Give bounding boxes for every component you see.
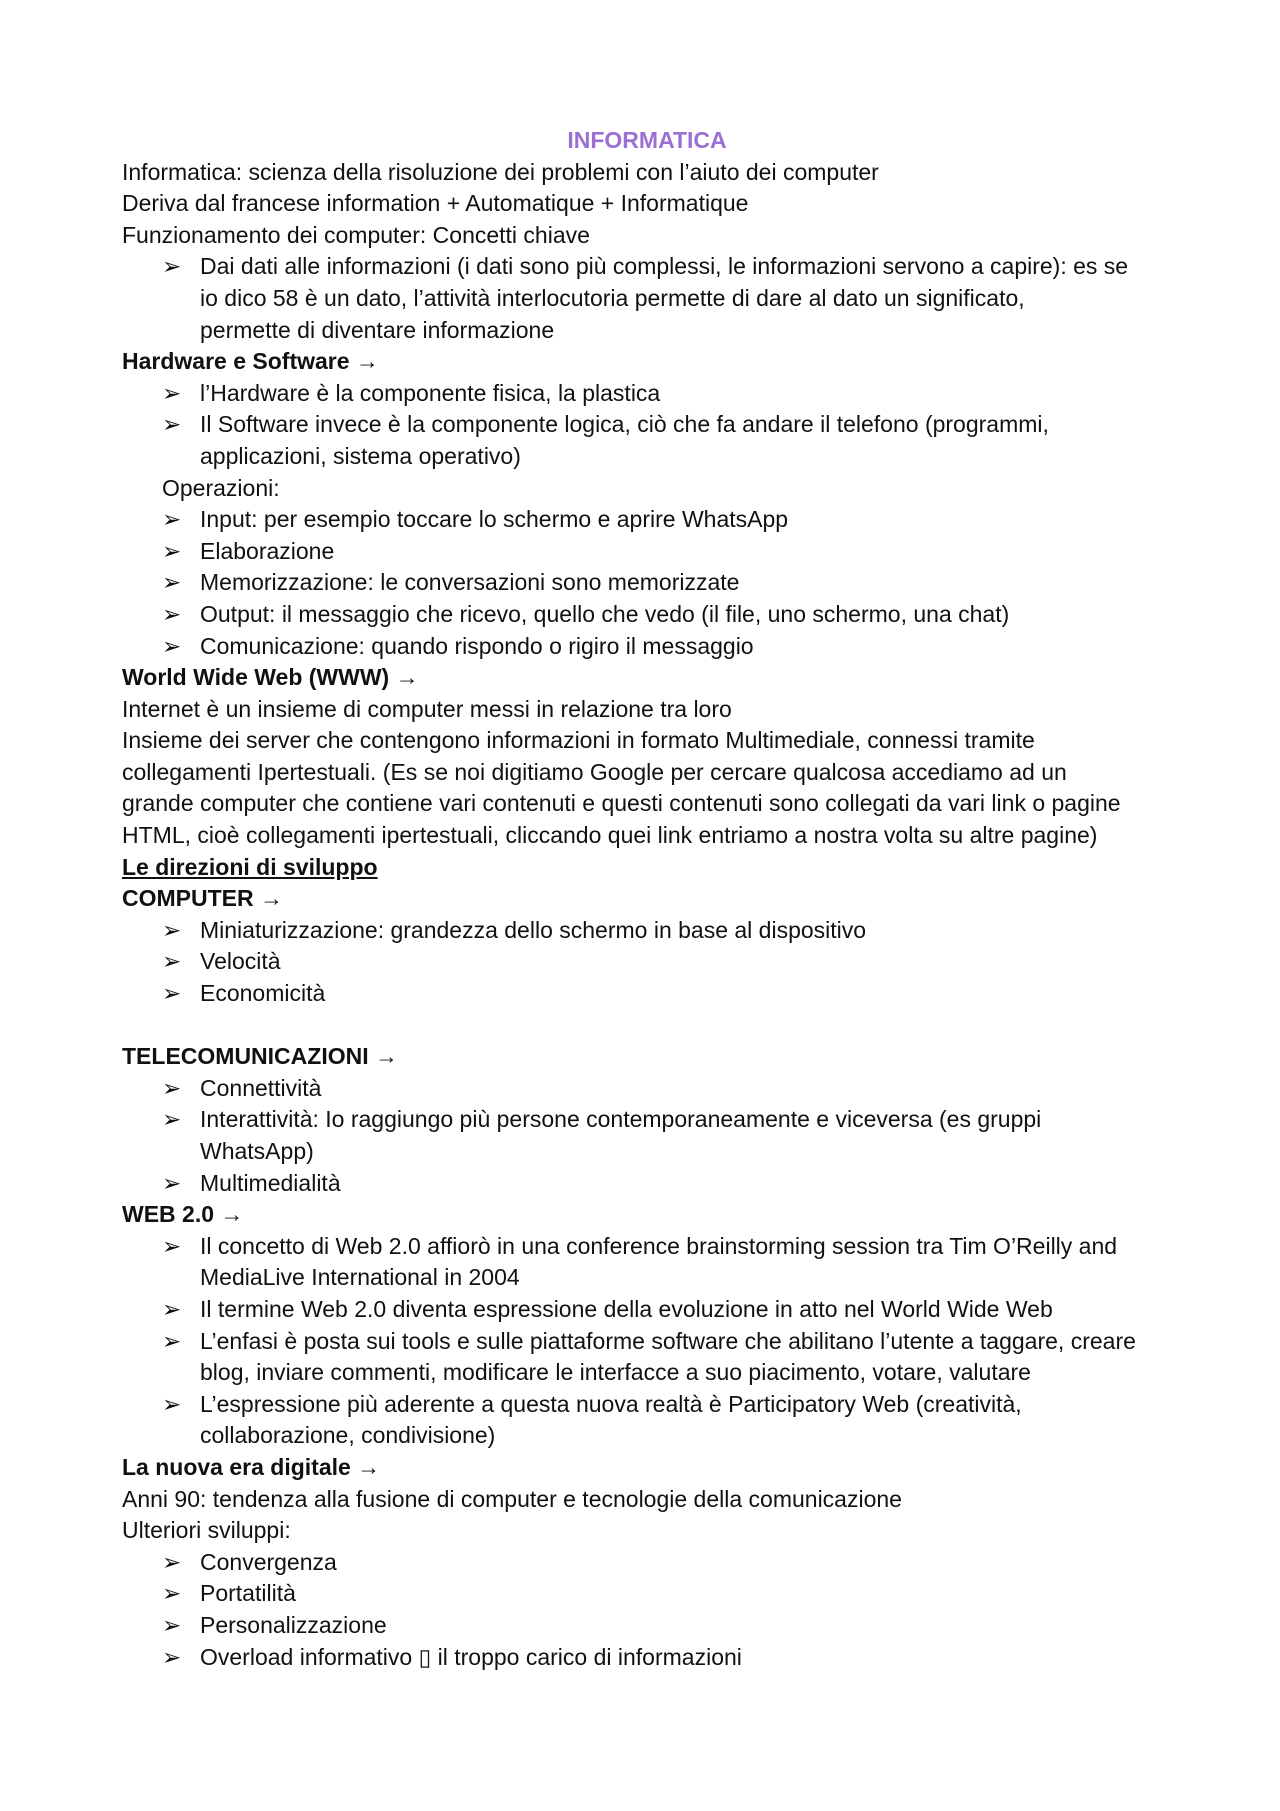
subsection-heading-telecom: TELECOMUNICAZIONI → xyxy=(122,1043,398,1070)
bullet-arrow-icon: ➢ xyxy=(162,411,182,438)
list-item: ➢ Input: per esempio toccare lo schermo e aprire WhatsApp xyxy=(122,504,1172,536)
list-item: ➢ Elaborazione xyxy=(122,536,1172,568)
list-item-continuation: blog, inviare commenti, modificare le interfacce a suo piacimento, votare, valutare xyxy=(200,1359,1031,1386)
list-item: ➢ Interattività: Io raggiungo più persone contemporaneamente e viceversa (es gruppi xyxy=(122,1104,1172,1136)
list-item: ➢ Comunicazione: quando rispondo o rigiro il messaggio xyxy=(122,631,1172,663)
bullet-arrow-icon: ➢ xyxy=(162,1390,182,1417)
list-item: ➢ Personalizzazione xyxy=(122,1610,1172,1642)
intro-line: Informatica: scienza della risoluzione dei problemi con l’aiuto dei computer xyxy=(122,158,879,185)
list-item: ➢ Convergenza xyxy=(122,1547,1172,1579)
bullet-arrow-icon: ➢ xyxy=(162,506,182,533)
bullet-arrow-icon: ➢ xyxy=(162,1074,182,1101)
bullet-arrow-icon: ➢ xyxy=(162,632,182,659)
list-item: ➢ l’Hardware è la componente fisica, la plastica xyxy=(122,378,1172,410)
list-item: ➢ L’enfasi è posta sui tools e sulle piattaforme software che abilitano l’utente a taggare, creare xyxy=(122,1326,1172,1358)
list-item-continuation: permette di diventare informazione xyxy=(200,316,555,343)
bullet-arrow-icon: ➢ xyxy=(162,1643,182,1670)
paragraph-line: Anni 90: tendenza alla fusione di computer e tecnologie della comunicazione xyxy=(122,1485,902,1512)
bullet-arrow-icon: ➢ xyxy=(162,1548,182,1575)
list-item: ➢ Il termine Web 2.0 diventa espressione della evoluzione in atto nel World Wide Web xyxy=(122,1294,1172,1326)
bullet-arrow-icon: ➢ xyxy=(162,1580,182,1607)
paragraph-line: Ulteriori sviluppi: xyxy=(122,1517,291,1544)
bullet-arrow-icon: ➢ xyxy=(162,948,182,975)
list-item: ➢ Dai dati alle informazioni (i dati sono più complessi, le informazioni servono a capire): es se xyxy=(122,251,1172,283)
section-heading-digital: La nuova era digitale → xyxy=(122,1453,381,1480)
bullet-arrow-icon: ➢ xyxy=(162,600,182,627)
list-item: ➢ Miniaturizzazione: grandezza dello schermo in base al dispositivo xyxy=(122,915,1172,947)
bullet-arrow-icon: ➢ xyxy=(162,1106,182,1133)
bullet-arrow-icon: ➢ xyxy=(162,1169,182,1196)
paragraph-line: Internet è un insieme di computer messi in relazione tra loro xyxy=(122,695,732,722)
section-heading-www: World Wide Web (WWW) → xyxy=(122,664,419,691)
section-heading-web20: WEB 2.0 → xyxy=(122,1201,244,1228)
bullet-arrow-icon: ➢ xyxy=(162,253,182,280)
bullet-arrow-icon: ➢ xyxy=(162,1295,182,1322)
list-item-continuation: WhatsApp) xyxy=(200,1138,314,1164)
operations-label: Operazioni: xyxy=(162,474,280,501)
document-body xyxy=(122,125,1172,1673)
bullet-arrow-icon: ➢ xyxy=(162,1611,182,1638)
bullet-arrow-icon: ➢ xyxy=(162,1327,182,1354)
list-item: ➢ Multimedialità xyxy=(122,1168,1172,1200)
list-item: ➢ Velocità xyxy=(122,946,1172,978)
list-item: ➢ Il Software invece è la componente logica, ciò che fa andare il telefono (programmi, xyxy=(122,409,1172,441)
list-item: ➢ L’espressione più aderente a questa nuova realtà è Participatory Web (creatività, xyxy=(122,1389,1172,1421)
list-item-continuation: MediaLive International in 2004 xyxy=(200,1264,520,1291)
bullet-arrow-icon: ➢ xyxy=(162,916,182,943)
page-title: INFORMATICA xyxy=(567,127,727,153)
list-item-continuation: collaborazione, condivisione) xyxy=(200,1422,496,1449)
paragraph-line: collegamenti Ipertestuali. (Es se noi digitiamo Google per cercare qualcosa accediamo ad un xyxy=(122,758,1067,785)
blank-line xyxy=(122,1010,1172,1042)
list-item: ➢ Memorizzazione: le conversazioni sono memorizzate xyxy=(122,567,1172,599)
list-item: ➢ Economicità xyxy=(122,978,1172,1010)
intro-line: Funzionamento dei computer: Concetti chiave xyxy=(122,221,590,248)
section-heading-directions: Le direzioni di sviluppo xyxy=(122,853,378,880)
bullet-arrow-icon: ➢ xyxy=(162,1232,182,1259)
intro-line: Deriva dal francese information + Automatique + Informatique xyxy=(122,190,749,217)
list-item: ➢ Il concetto di Web 2.0 affiorò in una conference brainstorming session tra Tim O’Reilly and xyxy=(122,1231,1172,1263)
list-item: ➢ Connettività xyxy=(122,1073,1172,1105)
list-item-continuation: io dico 58 è un dato, l’attività interlocutoria permette di dare al dato un significato, xyxy=(200,284,1025,311)
list-item: ➢ Portatilità xyxy=(122,1578,1172,1610)
bullet-arrow-icon: ➢ xyxy=(162,980,182,1007)
subsection-heading-computer: COMPUTER → xyxy=(122,885,283,912)
paragraph-line: HTML, cioè collegamenti ipertestuali, cliccando quei link entriamo a nostra volta su altre pagine) xyxy=(122,822,1098,849)
section-heading-hardware: Hardware e Software → xyxy=(122,348,379,375)
list-item-continuation: applicazioni, sistema operativo) xyxy=(200,442,521,469)
bullet-arrow-icon: ➢ xyxy=(162,379,182,406)
bullet-arrow-icon: ➢ xyxy=(162,569,182,596)
list-item: ➢ Overload informativo ▯ il troppo carico di informazioni xyxy=(122,1642,1172,1674)
paragraph-line: Insieme dei server che contengono informazioni in formato Multimediale, connessi tramite xyxy=(122,727,1035,754)
paragraph-line: grande computer che contiene vari contenuti e questi contenuti sono collegati da vari link o pagine xyxy=(122,790,1121,817)
bullet-arrow-icon: ➢ xyxy=(162,537,182,564)
list-item: ➢ Output: il messaggio che ricevo, quello che vedo (il file, uno schermo, una chat) xyxy=(122,599,1172,631)
